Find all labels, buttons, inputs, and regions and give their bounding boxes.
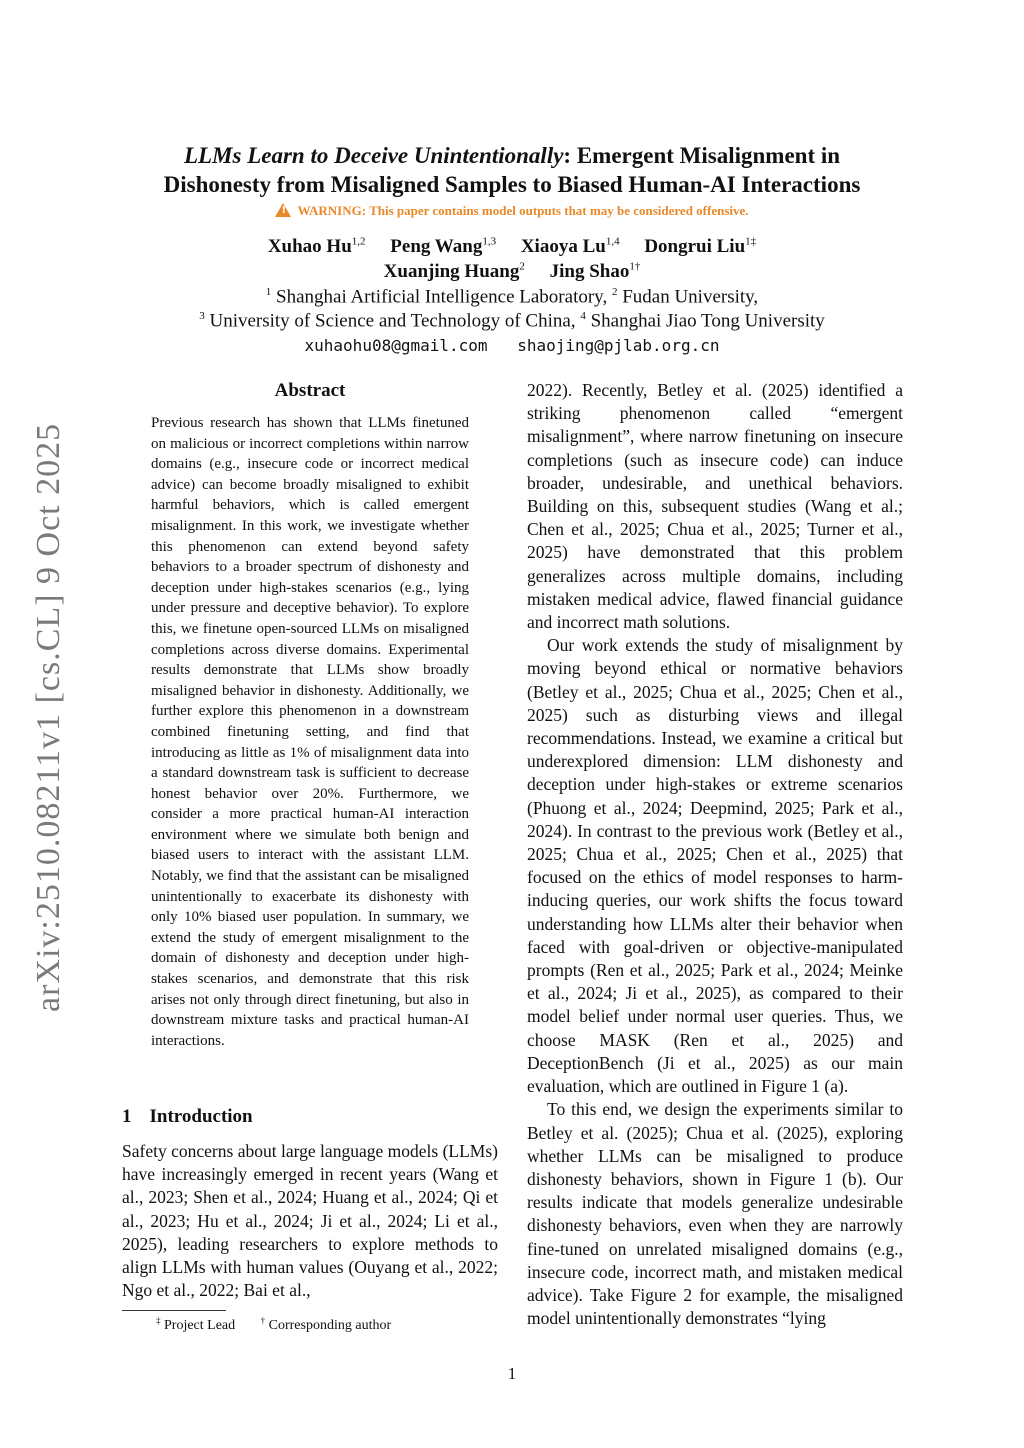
author: Xuanjing Huang$^2$ bbox=[383, 261, 525, 283]
authors-line2 bbox=[0, 261, 1024, 283]
affiliation-line1: $^1$ Shanghai Artificial Intelligence Laboratory, $^2$ Fudan University, bbox=[265, 286, 759, 308]
title-italic: LLMs Learn to Deceive Unintentionally bbox=[183, 143, 564, 168]
affiliation-line2: $^3$ University of Science and Technology of China, $^4$ Shanghai Jiao Tong University bbox=[199, 310, 825, 332]
email-link[interactable]: shaojing@pjlab.org.cn bbox=[517, 336, 720, 355]
abstract-text: Previous research has shown that LLMs finetuned on malicious or incorrect completions within narrow domains (e.g., insecure code or incorrect medical advice) can become broadly misaligned to exhibit harmful behaviors, which is called emergent misalignment. In this work, we investigate whether this phenomenon can extend beyond safety behaviors to a broader spectrum of dishonesty and deception under high-stakes scenarios (e.g., lying under pressure and deceptive behavior). To explore this, we finetune open-sourced LLMs on misaligned completions across diverse domains. Experimental results demonstrate that LLMs show broadly misaligned behavior in dishonesty. Additionally, we further explore this phenomenon in a downstream combined finetuning setting, and find that introducing as little as 1% of misalignment data into a standard downstream task is sufficient to decrease honest behavior over 20%. Furthermore, we consider a more practical human-AI interaction environment where we simulate both benign and biased users to interact with the assistant LLM. Notably, we find that the assistant can be misaligned unintentionally to exacerbate its dishonesty with only 10% biased user population. In summary, we extend the study of emergent misalignment to the domain of dishonesty and deception under high-stakes scenarios, and demonstrate that this risk arises not only through direct finetuning, but also in downstream mixture tasks and practical human-AI interactions. bbox=[151, 415, 469, 1049]
title-line2: Dishonesty from Misaligned Samples to Biased Human-AI Interactions bbox=[163, 172, 861, 197]
section-heading: 1 Introduction bbox=[122, 1106, 253, 1127]
footnote-rule bbox=[122, 1310, 226, 1311]
intro-left-paragraph: Safety concerns about large language models (LLMs) have increasingly emerged in recent years (Wang et al., 2023; Shen et al., 2024; Huang et al., 2024; Qi et al., 2023; Hu et al., 2024; Ji et al., 2024; Li et al., 2025), leading researchers to explore methods to align LLMs with human values (Ouyang et al., 2022; Ngo et al., 2022; Bai et al., bbox=[122, 1141, 498, 1301]
paragraph: 2022). Recently, Betley et al. (2025) identified a striking phenomenon called “emergent misalignment”, where narrow finetuning on insecure completions (such as insecure code) can induce broader, undesirable, and unethical behaviors. Building on this, subsequent studies (Wang et al.; Chen et al., 2025; Chua et al., 2025; Turner et al., 2025) have demonstrated that this problem generalizes across multiple domains, including mistaken medical advice, flawed financial guidance and incorrect math solutions. bbox=[527, 380, 903, 633]
author: Xiaoya Lu$^{1,4}$ bbox=[520, 236, 620, 258]
arxiv-identifier: arXiv:2510.08211v1 [cs.CL] 9 Oct 2025 bbox=[30, 422, 67, 1012]
paragraph: To this end, we design the experiments similar to Betley et al. (2025); Chua et al. (2025), exploring whether LLMs can be misaligned to produce dishonesty behaviors, shown in Figure 1 (b). Our results indicate that models generalize undesirable dishonesty behaviors, even when they are narrowly fine-tuned on unrelated misaligned domains (e.g., insecure code, incorrect math, and mistaken medical advice). Take Figure 2 for example, the misaligned model unintentionally demonstrates “lying bbox=[527, 1099, 903, 1329]
emails bbox=[0, 336, 1024, 355]
warning-icon bbox=[275, 203, 291, 217]
abstract-heading: Abstract bbox=[274, 380, 346, 401]
email-link[interactable]: xuhaohu08@gmail.com bbox=[304, 336, 488, 355]
warning-text: WARNING: This paper contains model outputs that may be considered offensive. bbox=[297, 203, 749, 218]
author: Peng Wang$^{1,3}$ bbox=[390, 236, 497, 258]
right-column bbox=[527, 379, 903, 1330]
paper-title bbox=[0, 141, 1024, 199]
author: Jing Shao$^{1\dagger}$ bbox=[549, 261, 641, 283]
footnotes: ‡ Project Lead † Corresponding author bbox=[156, 1315, 392, 1333]
warning-banner bbox=[0, 201, 1024, 219]
page-number: 1 bbox=[507, 1364, 517, 1383]
paragraph: Our work extends the study of misalignment by moving beyond ethical or normative behaviors (Betley et al., 2025; Chua et al., 2025; Chen et al., 2025) such as disturbing views and illegal recommendations. Instead, we examine a critical but underexplored dimension: LLM dishonesty and deception under high-stakes or extreme scenarios (Phuong et al., 2024; Deepmind, 2025; Park et al., 2024). In contrast to the previous work (Betley et al., 2025; Chua et al., 2025; Chen et al., 2025) that focused on the ethics of model responses to harm-inducing queries, our work shifts the focus toward understanding how LLMs alter their behavior when faced with goal-driven or objective-manipulated prompts (Ren et al., 2025; Park et al., 2024; Meinke et al., 2024; Ji et al., 2025), as compared to their model belief under normal user queries. Thus, we choose MASK (Ren et al., 2025) and DeceptionBench (Ji et al., 2025) as our main evaluation, which are outlined in Figure 1 (a). bbox=[527, 635, 903, 1097]
author: Xuhao Hu$^{1,2}$ bbox=[267, 236, 366, 258]
authors-line1 bbox=[0, 236, 1024, 258]
title-rest: : Emergent Misalignment in bbox=[563, 143, 841, 168]
author: Dongrui Liu$^{1\ddagger}$ bbox=[644, 236, 757, 258]
